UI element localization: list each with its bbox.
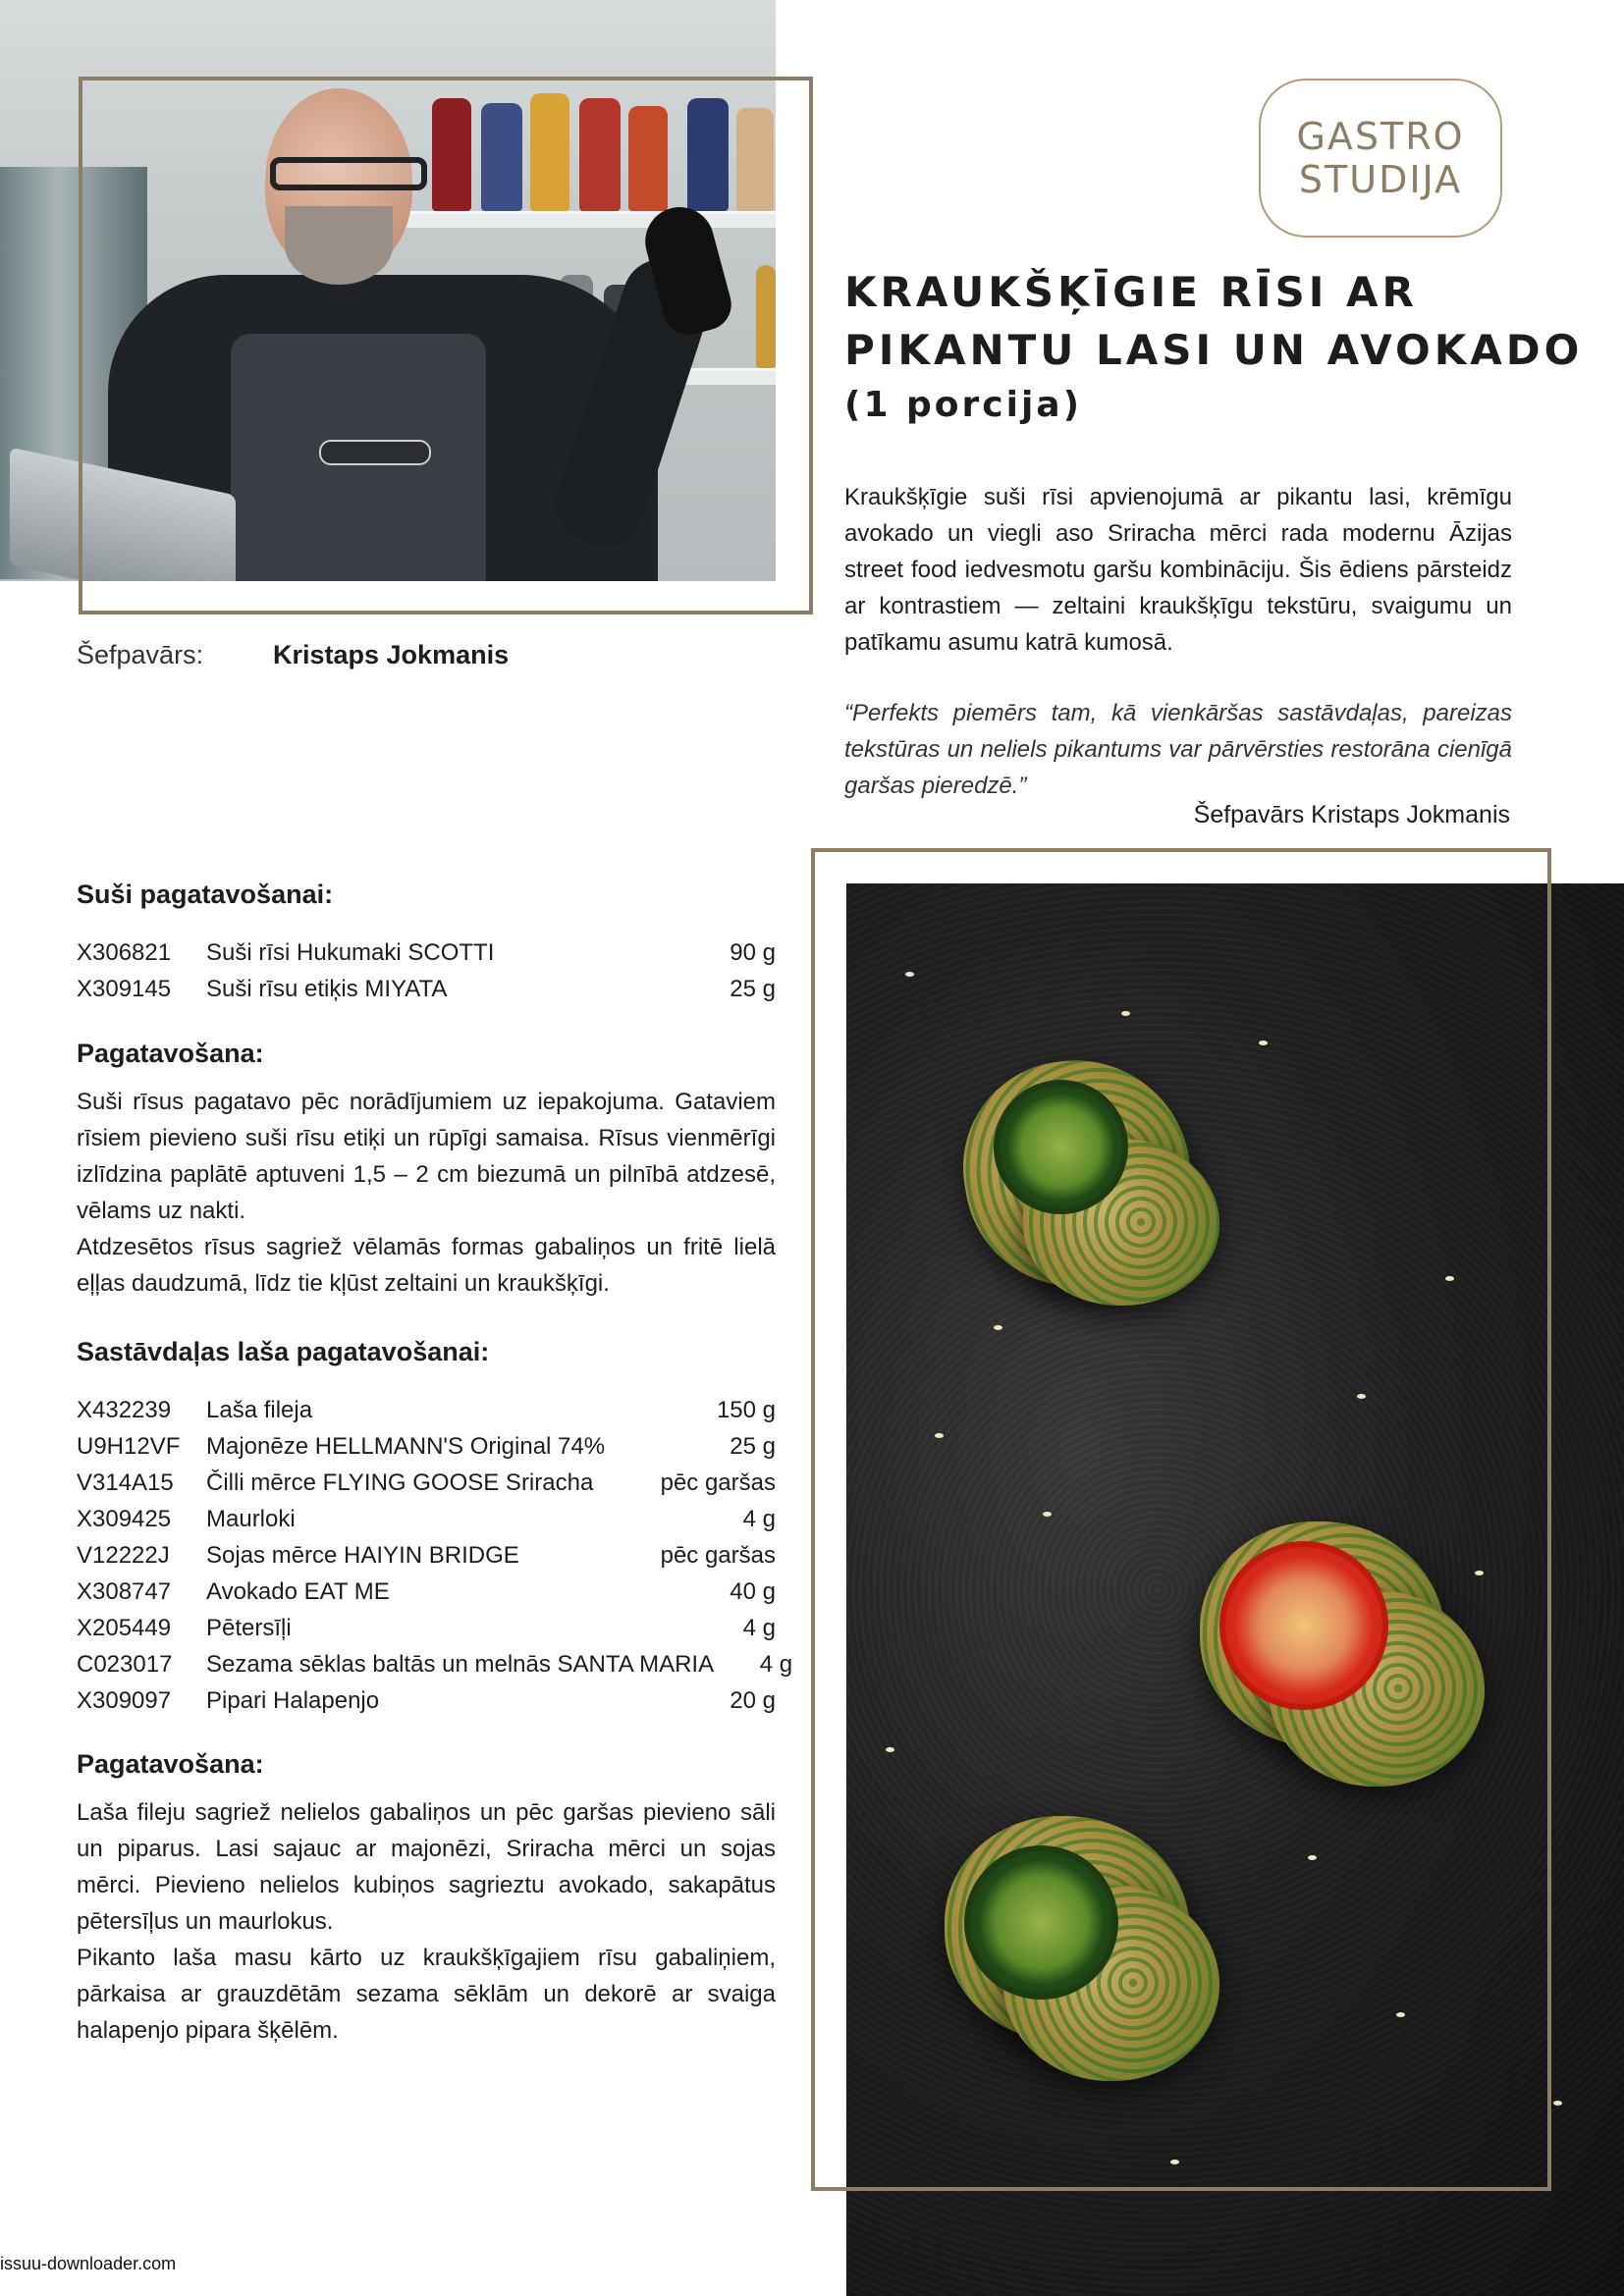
ingredient-row (77, 1646, 793, 1682)
ingredient-qty: 20 g (730, 1687, 776, 1714)
ingredient-row (77, 1537, 776, 1574)
prep-heading-2: Pagatavošana: (77, 1749, 264, 1779)
recipe-portion: (1 porcija) (844, 385, 1083, 425)
quote-author: Šefpavārs Kristaps Jokmanis (1193, 801, 1510, 828)
prep-heading-1: Pagatavošana: (77, 1039, 264, 1068)
ingredient-qty: 4 g (759, 1651, 793, 1678)
sushi-ingredients (77, 934, 776, 1007)
ingredient-code: X309097 (77, 1687, 172, 1714)
photo-frame-bottom (811, 848, 1551, 2191)
title-line-1: KRAUKŠĶĪGIE RĪSI AR (844, 268, 1418, 316)
sushi-heading: Suši pagatavošanai: (77, 880, 334, 909)
prep1-paragraph-1: Suši rīsus pagatavo pēc norādījumiem uz iepakojuma. Gataviem rīsiem pievieno suši rīsu etiķi un rūpīgi samaisa. Rīsus vienmērīgi izlīdzina paplātē aptuveni 1,5 – 2 cm biezumā un pilnībā atdzesē, vēlams uz nakti. (77, 1089, 776, 1224)
ingredient-code: X309145 (77, 976, 172, 1002)
ingredient-row (77, 1428, 776, 1465)
ingredient-name: Laša fileja (206, 1397, 313, 1423)
prep1-paragraph-2: Atdzesētos rīsus sagriež vēlamās formas gabaliņos un fritē lielā eļļas daudzumā, līdz tie kļūst zeltaini un kraukšķīgi. (77, 1234, 776, 1297)
chef-name: Kristaps Jokmanis (273, 640, 510, 669)
ingredient-name: Čilli mērce FLYING GOOSE Sriracha (206, 1469, 594, 1496)
prep2-paragraph-2: Pikanto laša masu kārto uz kraukšķīgajiem rīsu gabaliņiem, pārkaisa ar grauzdētām sezama sēklām un dekorē ar svaiga halapenjo pipara šķēlēm. (77, 1945, 776, 2044)
ingredient-qty: pēc garšas (660, 1469, 776, 1496)
salmon-ingredients (77, 1392, 793, 1719)
ingredient-code: X205449 (77, 1615, 172, 1641)
ingredient-name: Majonēze HELLMANN'S Original 74% (206, 1433, 606, 1460)
ingredient-row (77, 1465, 776, 1501)
ingredient-name: Maurloki (206, 1506, 296, 1532)
ingredient-qty: 4 g (742, 1506, 776, 1532)
ingredient-code: C023017 (77, 1651, 173, 1678)
ingredient-code: X306821 (77, 939, 172, 966)
ingredient-row (77, 1610, 776, 1646)
salmon-heading: Sastāvdaļas laša pagatavošanai: (77, 1337, 490, 1366)
logo-line-1: GASTRO (1296, 115, 1465, 158)
ingredient-code: U9H12VF (77, 1433, 181, 1460)
photo-frame-top (79, 77, 813, 614)
prep-text-1 (77, 1084, 776, 1302)
ingredient-qty: pēc garšas (660, 1542, 776, 1569)
ingredient-qty: 4 g (742, 1615, 776, 1641)
ingredient-name: Suši rīsu etiķis MIYATA (206, 976, 448, 1002)
gastro-studija-logo (1259, 79, 1502, 238)
ingredient-code: X432239 (77, 1397, 172, 1423)
ingredient-qty: 150 g (716, 1397, 776, 1423)
ingredient-qty: 25 g (730, 1433, 776, 1460)
ingredient-row (77, 1392, 776, 1428)
ingredient-row (77, 1501, 776, 1537)
title-line-2: PIKANTU LASI UN AVOKADO (844, 326, 1584, 374)
ingredient-row (77, 934, 776, 971)
logo-line-2: STUDIJA (1298, 158, 1463, 201)
ingredient-code: V12222J (77, 1542, 170, 1569)
intro-text: Kraukšķīgie suši rīsi apvienojumā ar pikantu lasi, krēmīgu avokado un viegli aso Sriracha mērci rada modernu Āzijas street food iedvesmotu garšu kombināciju. Šis ēdiens pārsteidz ar kontrastiem — zeltaini kraukšķīgu tekstūru, svaigumu un patīkamu asumu katrā kumosā. (844, 484, 1512, 656)
chef-label: Šefpavārs: (77, 640, 204, 669)
ingredient-code: X309425 (77, 1506, 172, 1532)
ingredient-row (77, 1574, 776, 1610)
prep-text-2 (77, 1794, 776, 2049)
footer-watermark: issuu-downloader.com (0, 2254, 177, 2273)
ingredient-qty: 90 g (730, 939, 776, 966)
ingredient-name: Avokado EAT ME (206, 1578, 390, 1605)
ingredient-qty: 25 g (730, 976, 776, 1002)
ingredient-name: Suši rīsi Hukumaki SCOTTI (206, 939, 495, 966)
ingredient-row (77, 971, 776, 1007)
ingredient-name: Sezama sēklas baltās un melnās SANTA MARIA (206, 1651, 715, 1678)
ingredient-row (77, 1682, 776, 1719)
recipe-title (844, 263, 1584, 379)
ingredient-name: Pētersīļi (206, 1615, 292, 1641)
ingredient-name: Sojas mērce HAIYIN BRIDGE (206, 1542, 519, 1569)
ingredient-code: X308747 (77, 1578, 172, 1605)
ingredient-qty: 40 g (730, 1578, 776, 1605)
prep2-paragraph-1: Laša fileju sagriež nelielos gabaliņos un pēc garšas pievieno sāli un piparus. Lasi sajauc ar majonēzi, Sriracha mērci un sojas mērci. Pievieno nelielos kubiņos sagrieztu avokado, sakapātus pētersīļus un maurlokus. (77, 1799, 776, 1935)
ingredient-name: Pipari Halapenjo (206, 1687, 380, 1714)
chef-quote: “Perfekts piemērs tam, kā vienkāršas sastāvdaļas, pareizas tekstūras un neliels pikantums var pārvērsties restorāna cienīgā garšas pieredzē.” (844, 700, 1512, 799)
ingredient-code: V314A15 (77, 1469, 174, 1496)
